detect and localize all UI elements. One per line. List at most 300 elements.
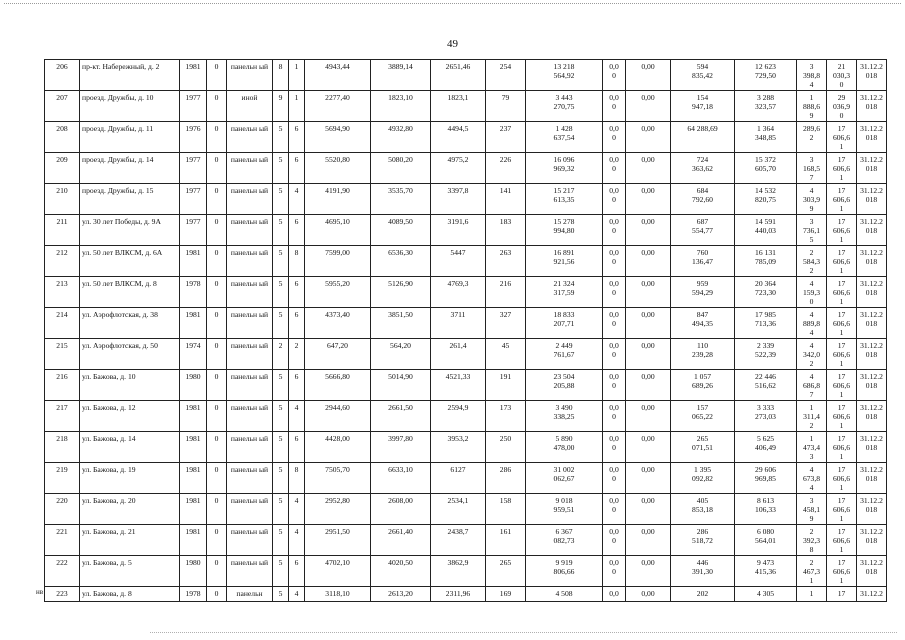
cell-unit-cost: 4 159,3 0 (797, 277, 827, 308)
cell-max-unit-cost: 17 606,6 1 (827, 215, 857, 246)
cell-build-year: 1977 (180, 91, 207, 122)
cell-wall-material: панельн ый (227, 525, 273, 556)
cell-residents: 79 (486, 91, 526, 122)
cell-total-area: 2944,60 (305, 401, 371, 432)
cell-floors: 5 (273, 246, 289, 277)
cell-municipal-funds: 847 494,35 (671, 308, 735, 339)
cell-wall-material: иной (227, 91, 273, 122)
table-row (45, 153, 887, 184)
cell-reconstruction-year: 0 (207, 432, 227, 463)
cell-regional-funds: 0,00 (626, 184, 671, 215)
table-row (45, 215, 887, 246)
cell-plan-date: 31.12.2 018 (857, 463, 887, 494)
cell-federal-funds: 0,0 0 (603, 122, 626, 153)
cell-unit-cost: 289,6 2 (797, 122, 827, 153)
cell-owner-funds: 9 473 415,36 (735, 556, 797, 587)
scan-bottom-edge (150, 632, 897, 633)
cell-address: проезд. Дружбы, д. 11 (80, 122, 180, 153)
cell-total-area: 7505,70 (305, 463, 371, 494)
cell-max-unit-cost: 17 606,6 1 (827, 432, 857, 463)
cell-municipal-funds: 202 (671, 587, 735, 602)
cell-address: пр-кт. Набережный, д. 2 (80, 60, 180, 91)
cell-plan-date: 31.12.2 018 (857, 432, 887, 463)
cell-plan-date: 31.12.2 018 (857, 215, 887, 246)
cell-residents: 141 (486, 184, 526, 215)
cell-row-number: 211 (45, 215, 80, 246)
cell-regional-funds: 0,00 (626, 91, 671, 122)
cell-repair-cost-total: 3 443 270,75 (526, 91, 603, 122)
cell-plan-date: 31.12.2 (857, 587, 887, 602)
cell-max-unit-cost: 17 606,6 1 (827, 308, 857, 339)
cell-municipal-funds: 724 363,62 (671, 153, 735, 184)
cell-regional-funds: 0,00 (626, 277, 671, 308)
cell-residents: 250 (486, 432, 526, 463)
cell-residential-area: 3397,8 (431, 184, 486, 215)
cell-floors: 2 (273, 339, 289, 370)
cell-total-area: 2951,50 (305, 525, 371, 556)
cell-address: ул. Бажова, д. 12 (80, 401, 180, 432)
cell-owner-funds: 14 532 820,75 (735, 184, 797, 215)
cell-row-number: 217 (45, 401, 80, 432)
cell-address: проезд. Дружбы, д. 15 (80, 184, 180, 215)
cell-repair-cost-total: 3 490 338,25 (526, 401, 603, 432)
cell-max-unit-cost: 17 606,6 1 (827, 339, 857, 370)
table-row (45, 432, 887, 463)
cell-max-unit-cost: 17 606,6 1 (827, 277, 857, 308)
cell-reconstruction-year: 0 (207, 556, 227, 587)
cell-residential-area: 4521,33 (431, 370, 486, 401)
cell-residents: 161 (486, 525, 526, 556)
cell-regional-funds: 0,00 (626, 60, 671, 91)
cell-reconstruction-year: 0 (207, 153, 227, 184)
cell-reconstruction-year: 0 (207, 587, 227, 602)
cell-unit-cost: 1 311,4 2 (797, 401, 827, 432)
cell-wall-material: панельн ый (227, 556, 273, 587)
table-row (45, 370, 887, 401)
cell-reconstruction-year: 0 (207, 122, 227, 153)
cell-regional-funds: 0,00 (626, 432, 671, 463)
cell-row-number: 216 (45, 370, 80, 401)
cell-floors: 5 (273, 525, 289, 556)
cell-residential-area: 3711 (431, 308, 486, 339)
cell-plan-date: 31.12.2 018 (857, 246, 887, 277)
cell-wall-material: панельн ый (227, 153, 273, 184)
cell-municipal-funds: 154 947,18 (671, 91, 735, 122)
cell-wall-material: панельн ый (227, 277, 273, 308)
cell-build-year: 1978 (180, 277, 207, 308)
cell-unit-cost: 4 686,8 7 (797, 370, 827, 401)
cell-residents: 327 (486, 308, 526, 339)
table-row (45, 60, 887, 91)
cell-floors: 5 (273, 370, 289, 401)
cell-reconstruction-year: 0 (207, 525, 227, 556)
cell-row-number: 206 (45, 60, 80, 91)
cell-floors: 5 (273, 308, 289, 339)
cell-residential-area: 2311,96 (431, 587, 486, 602)
cell-living-area: 6536,30 (371, 246, 431, 277)
cell-municipal-funds: 110 239,28 (671, 339, 735, 370)
cell-owner-funds: 3 288 323,57 (735, 91, 797, 122)
cell-municipal-funds: 286 518,72 (671, 525, 735, 556)
cell-residential-area: 5447 (431, 246, 486, 277)
cell-unit-cost: 3 736,1 5 (797, 215, 827, 246)
cell-build-year: 1981 (180, 494, 207, 525)
cell-owner-funds: 12 623 729,50 (735, 60, 797, 91)
cell-residential-area: 1823,1 (431, 91, 486, 122)
cell-owner-funds: 4 305 (735, 587, 797, 602)
cell-federal-funds: 0,0 0 (603, 463, 626, 494)
cell-residential-area: 2594,9 (431, 401, 486, 432)
cell-total-area: 3118,10 (305, 587, 371, 602)
cell-row-number: 213 (45, 277, 80, 308)
cell-owner-funds: 20 364 723,30 (735, 277, 797, 308)
cell-total-area: 4943,44 (305, 60, 371, 91)
cell-municipal-funds: 959 594,29 (671, 277, 735, 308)
cell-reconstruction-year: 0 (207, 494, 227, 525)
cell-repair-cost-total: 15 278 994,80 (526, 215, 603, 246)
cell-address: ул. Бажова, д. 20 (80, 494, 180, 525)
cell-plan-date: 31.12.2 018 (857, 339, 887, 370)
cell-regional-funds: 0,00 (626, 122, 671, 153)
cell-wall-material: панельн (227, 587, 273, 602)
cell-entrances: 6 (289, 153, 305, 184)
cell-floors: 8 (273, 60, 289, 91)
cell-max-unit-cost: 17 606,6 1 (827, 463, 857, 494)
cell-floors: 5 (273, 494, 289, 525)
cell-reconstruction-year: 0 (207, 60, 227, 91)
cell-federal-funds: 0,0 0 (603, 153, 626, 184)
cell-residents: 191 (486, 370, 526, 401)
cell-wall-material: панельн ый (227, 308, 273, 339)
cell-repair-cost-total: 2 449 761,67 (526, 339, 603, 370)
cell-build-year: 1974 (180, 339, 207, 370)
cell-address: ул. Бажова, д. 21 (80, 525, 180, 556)
cell-living-area: 2608,00 (371, 494, 431, 525)
cell-entrances: 8 (289, 246, 305, 277)
cell-owner-funds: 1 364 348,85 (735, 122, 797, 153)
cell-owner-funds: 2 339 522,39 (735, 339, 797, 370)
cell-unit-cost: 4 342,0 2 (797, 339, 827, 370)
cell-wall-material: панельн ый (227, 432, 273, 463)
table-row (45, 339, 887, 370)
cell-municipal-funds: 446 391,30 (671, 556, 735, 587)
cell-build-year: 1981 (180, 525, 207, 556)
cell-federal-funds: 0,0 0 (603, 401, 626, 432)
cell-living-area: 6633,10 (371, 463, 431, 494)
cell-federal-funds: 0,0 0 (603, 339, 626, 370)
cell-municipal-funds: 64 288,69 (671, 122, 735, 153)
cell-municipal-funds: 265 071,51 (671, 432, 735, 463)
cell-build-year: 1981 (180, 246, 207, 277)
cell-reconstruction-year: 0 (207, 308, 227, 339)
cell-regional-funds: 0,00 (626, 246, 671, 277)
cell-reconstruction-year: 0 (207, 401, 227, 432)
cell-municipal-funds: 1 057 689,26 (671, 370, 735, 401)
cell-unit-cost: 4 303,9 9 (797, 184, 827, 215)
cell-address: ул. 30 лет Победы, д. 9А (80, 215, 180, 246)
cell-regional-funds: 0,00 (626, 463, 671, 494)
cell-floors: 5 (273, 401, 289, 432)
cell-owner-funds: 15 372 605,70 (735, 153, 797, 184)
cell-max-unit-cost: 17 606,6 1 (827, 401, 857, 432)
cell-build-year: 1981 (180, 463, 207, 494)
cell-unit-cost: 1 (797, 587, 827, 602)
cell-entrances: 1 (289, 60, 305, 91)
cell-repair-cost-total: 4 508 (526, 587, 603, 602)
cell-repair-cost-total: 9 919 806,66 (526, 556, 603, 587)
table-row (45, 556, 887, 587)
cell-unit-cost: 4 889,8 4 (797, 308, 827, 339)
cell-residential-area: 3862,9 (431, 556, 486, 587)
cell-plan-date: 31.12.2 018 (857, 91, 887, 122)
cell-floors: 5 (273, 215, 289, 246)
cell-federal-funds: 0,0 0 (603, 184, 626, 215)
cell-total-area: 4702,10 (305, 556, 371, 587)
cell-floors: 5 (273, 122, 289, 153)
cell-build-year: 1981 (180, 308, 207, 339)
cell-residential-area: 4975,2 (431, 153, 486, 184)
cell-entrances: 4 (289, 525, 305, 556)
cell-floors: 5 (273, 587, 289, 602)
cell-reconstruction-year: 0 (207, 463, 227, 494)
cell-owner-funds: 17 985 713,36 (735, 308, 797, 339)
cell-total-area: 2277,40 (305, 91, 371, 122)
cell-reconstruction-year: 0 (207, 246, 227, 277)
cell-unit-cost: 3 398,8 4 (797, 60, 827, 91)
cell-owner-funds: 6 080 564,01 (735, 525, 797, 556)
cell-wall-material: панельн ый (227, 339, 273, 370)
cell-owner-funds: 22 446 516,62 (735, 370, 797, 401)
cell-unit-cost: 1 473,4 3 (797, 432, 827, 463)
cell-regional-funds: 0,00 (626, 215, 671, 246)
cell-total-area: 5955,20 (305, 277, 371, 308)
cell-residential-area: 2438,7 (431, 525, 486, 556)
cell-entrances: 2 (289, 339, 305, 370)
cell-max-unit-cost: 17 606,6 1 (827, 246, 857, 277)
table-row (45, 401, 887, 432)
cell-address: ул. Бажова, д. 8 (80, 587, 180, 602)
cell-living-area: 2661,50 (371, 401, 431, 432)
cell-repair-cost-total: 16 891 921,56 (526, 246, 603, 277)
cell-total-area: 5694,90 (305, 122, 371, 153)
cell-federal-funds: 0,0 0 (603, 277, 626, 308)
cell-max-unit-cost: 17 606,6 1 (827, 370, 857, 401)
cell-residents: 158 (486, 494, 526, 525)
cell-living-area: 4089,50 (371, 215, 431, 246)
cell-federal-funds: 0,0 0 (603, 525, 626, 556)
cell-plan-date: 31.12.2 018 (857, 184, 887, 215)
cell-row-number: 215 (45, 339, 80, 370)
cell-living-area: 564,20 (371, 339, 431, 370)
cell-owner-funds: 8 613 106,33 (735, 494, 797, 525)
cell-row-number: 223 (45, 587, 80, 602)
cell-entrances: 6 (289, 308, 305, 339)
cell-address: ул. 50 лет ВЛКСМ, д. 8 (80, 277, 180, 308)
cell-repair-cost-total: 1 428 637,54 (526, 122, 603, 153)
cell-residents: 45 (486, 339, 526, 370)
cell-plan-date: 31.12.2 018 (857, 556, 887, 587)
cell-entrances: 8 (289, 463, 305, 494)
cell-total-area: 4428,00 (305, 432, 371, 463)
cell-plan-date: 31.12.2 018 (857, 401, 887, 432)
cell-residents: 286 (486, 463, 526, 494)
scan-top-edge (4, 3, 901, 4)
cell-address: ул. Бажова, д. 5 (80, 556, 180, 587)
cell-build-year: 1980 (180, 556, 207, 587)
cell-wall-material: панельн ый (227, 246, 273, 277)
cell-regional-funds: 0,00 (626, 587, 671, 602)
cell-federal-funds: 0,0 0 (603, 246, 626, 277)
cell-municipal-funds: 1 395 092,82 (671, 463, 735, 494)
cell-residents: 237 (486, 122, 526, 153)
cell-regional-funds: 0,00 (626, 525, 671, 556)
cell-residential-area: 6127 (431, 463, 486, 494)
cell-entrances: 6 (289, 277, 305, 308)
cell-living-area: 2613,20 (371, 587, 431, 602)
cell-floors: 5 (273, 432, 289, 463)
cell-owner-funds: 3 333 273,03 (735, 401, 797, 432)
footer-mark: нв (36, 588, 44, 596)
cell-max-unit-cost: 17 606,6 1 (827, 184, 857, 215)
cell-unit-cost: 2 392,3 8 (797, 525, 827, 556)
cell-owner-funds: 5 625 406,49 (735, 432, 797, 463)
cell-municipal-funds: 687 554,77 (671, 215, 735, 246)
cell-reconstruction-year: 0 (207, 339, 227, 370)
cell-row-number: 209 (45, 153, 80, 184)
cell-row-number: 212 (45, 246, 80, 277)
cell-federal-funds: 0,0 0 (603, 215, 626, 246)
cell-entrances: 4 (289, 494, 305, 525)
cell-build-year: 1981 (180, 432, 207, 463)
cell-total-area: 2952,80 (305, 494, 371, 525)
cell-federal-funds: 0,0 0 (603, 91, 626, 122)
cell-federal-funds: 0,0 0 (603, 494, 626, 525)
cell-entrances: 6 (289, 556, 305, 587)
cell-plan-date: 31.12.2 018 (857, 494, 887, 525)
cell-total-area: 5520,80 (305, 153, 371, 184)
table-row (45, 277, 887, 308)
cell-entrances: 4 (289, 587, 305, 602)
cell-residents: 226 (486, 153, 526, 184)
cell-regional-funds: 0,00 (626, 556, 671, 587)
cell-floors: 5 (273, 184, 289, 215)
cell-max-unit-cost: 17 606,6 1 (827, 525, 857, 556)
cell-address: ул. Бажова, д. 10 (80, 370, 180, 401)
cell-row-number: 220 (45, 494, 80, 525)
cell-regional-funds: 0,00 (626, 494, 671, 525)
cell-reconstruction-year: 0 (207, 91, 227, 122)
cell-entrances: 6 (289, 370, 305, 401)
table-row (45, 246, 887, 277)
cell-row-number: 210 (45, 184, 80, 215)
cell-build-year: 1980 (180, 370, 207, 401)
cell-residents: 216 (486, 277, 526, 308)
cell-federal-funds: 0,0 0 (603, 60, 626, 91)
cell-floors: 5 (273, 153, 289, 184)
cell-wall-material: панельн ый (227, 370, 273, 401)
cell-regional-funds: 0,00 (626, 153, 671, 184)
cell-living-area: 5080,20 (371, 153, 431, 184)
cell-repair-cost-total: 21 324 317,59 (526, 277, 603, 308)
cell-unit-cost: 2 584,3 2 (797, 246, 827, 277)
cell-residential-area: 3953,2 (431, 432, 486, 463)
cell-municipal-funds: 157 065,22 (671, 401, 735, 432)
cell-floors: 5 (273, 556, 289, 587)
cell-build-year: 1981 (180, 401, 207, 432)
cell-entrances: 4 (289, 184, 305, 215)
cell-build-year: 1977 (180, 184, 207, 215)
cell-living-area: 5014,90 (371, 370, 431, 401)
cell-living-area: 4932,80 (371, 122, 431, 153)
cell-residential-area: 4769,3 (431, 277, 486, 308)
cell-floors: 5 (273, 277, 289, 308)
cell-repair-cost-total: 5 890 478,00 (526, 432, 603, 463)
cell-unit-cost: 3 458,1 9 (797, 494, 827, 525)
cell-living-area: 1823,10 (371, 91, 431, 122)
cell-residents: 263 (486, 246, 526, 277)
cell-owner-funds: 16 131 785,09 (735, 246, 797, 277)
cell-unit-cost: 2 467,3 1 (797, 556, 827, 587)
cell-max-unit-cost: 17 606,6 1 (827, 122, 857, 153)
cell-floors: 5 (273, 463, 289, 494)
cell-row-number: 208 (45, 122, 80, 153)
cell-residential-area: 2651,46 (431, 60, 486, 91)
cell-plan-date: 31.12.2 018 (857, 60, 887, 91)
cell-address: проезд. Дружбы, д. 10 (80, 91, 180, 122)
cell-total-area: 7599,00 (305, 246, 371, 277)
cell-max-unit-cost: 17 606,6 1 (827, 556, 857, 587)
cell-repair-cost-total: 15 217 613,35 (526, 184, 603, 215)
page-number: 49 (447, 38, 458, 50)
cell-living-area: 3997,80 (371, 432, 431, 463)
cell-residential-area: 4494,5 (431, 122, 486, 153)
cell-residential-area: 3191,6 (431, 215, 486, 246)
cell-row-number: 219 (45, 463, 80, 494)
cell-repair-cost-total: 6 367 082,73 (526, 525, 603, 556)
cell-repair-cost-total: 31 002 062,67 (526, 463, 603, 494)
cell-max-unit-cost: 21 030,3 0 (827, 60, 857, 91)
cell-wall-material: панельн ый (227, 122, 273, 153)
cell-residents: 169 (486, 587, 526, 602)
cell-federal-funds: 0,0 0 (603, 370, 626, 401)
cell-residents: 254 (486, 60, 526, 91)
cell-address: ул. Аэрофлотская, д. 38 (80, 308, 180, 339)
cell-build-year: 1981 (180, 60, 207, 91)
cell-living-area: 3851,50 (371, 308, 431, 339)
cell-plan-date: 31.12.2 018 (857, 153, 887, 184)
cell-plan-date: 31.12.2 018 (857, 277, 887, 308)
cell-address: проезд. Дружбы, д. 14 (80, 153, 180, 184)
cell-wall-material: панельн ый (227, 463, 273, 494)
cell-regional-funds: 0,00 (626, 401, 671, 432)
cell-plan-date: 31.12.2 018 (857, 122, 887, 153)
cell-address: ул. Бажова, д. 14 (80, 432, 180, 463)
cell-living-area: 3889,14 (371, 60, 431, 91)
cell-plan-date: 31.12.2 018 (857, 370, 887, 401)
cell-unit-cost: 4 673,8 4 (797, 463, 827, 494)
cell-entrances: 1 (289, 91, 305, 122)
cell-repair-cost-total: 23 504 205,88 (526, 370, 603, 401)
table-row (45, 525, 887, 556)
cell-row-number: 222 (45, 556, 80, 587)
cell-max-unit-cost: 29 036,9 0 (827, 91, 857, 122)
cell-residential-area: 261,4 (431, 339, 486, 370)
cell-living-area: 3535,70 (371, 184, 431, 215)
cell-max-unit-cost: 17 606,6 1 (827, 494, 857, 525)
cell-total-area: 4191,90 (305, 184, 371, 215)
cell-federal-funds: 0,0 0 (603, 556, 626, 587)
cell-federal-funds: 0,0 0 (603, 432, 626, 463)
